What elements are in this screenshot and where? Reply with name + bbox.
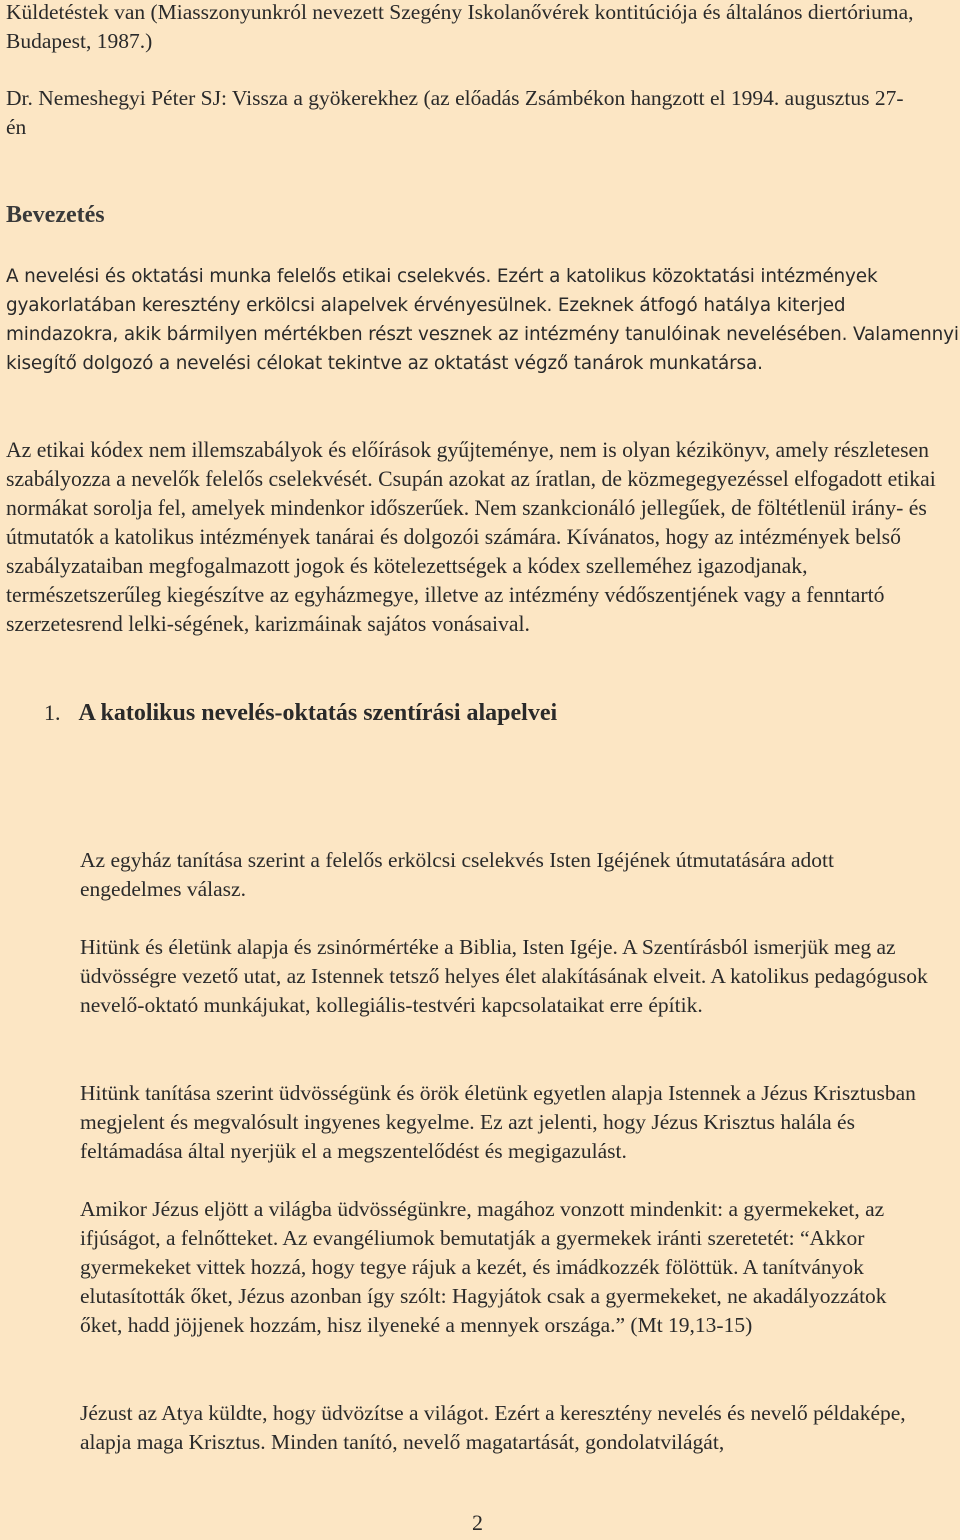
section-paragraph-2: Hitünk és életünk alapja és zsinórmértéke a Biblia, Isten Igéje. A Szentírásból ismerjük meg az üdvösségre vezető utat, az Istennek tetsző helyes élet alakításának elveit. A katolikus pedagógusok nevelő-oktató munkájukat, kollegiális-testvéri kapcsolataikat erre építik. (80, 935, 928, 1017)
intro-paragraph: A nevelési és oktatási munka felelős etikai cselekvés. Ezért a katolikus közoktatási intézmények gyakorlatában keresztény erkölcsi alapelvek érvényesülnek. Ezeknek átfogó hatálya kiterjed mindazokra, akik bármilyen mértékben részt vesznek az intézmény tanulóinak nevelésében. Valamennyi kisegítő dolgozó a nevelési célokat tekintve az oktatást végző tanárok munkatársa. (6, 266, 959, 374)
reference-1: Küldetéstek van (Miasszonyunkról nevezett Szegény Iskolanővérek kontitúciója és általános diertóriuma, Budapest, 1987.) (6, 0, 914, 53)
ethics-paragraph: Az etikai kódex nem illemszabályok és előírások gyűjteménye, nem is olyan kézikönyv, amely részletesen szabályozza a nevelők felelős cselekvését. Csupán azokat az íratlan, de közmegegyezéssel elfogadott etikai normákat sorolja fel, amelyek mindenkor időszerűek. Nem szankcionáló jellegűek, de föltétlenül irány- és útmutatók a katolikus intézmények tanárai és dolgozói számára. Kívánatos, hogy az intézmények belső szabályzataiban megfogalmazott jogok és kötelezettségek a kódex szelleméhez igazodjanak, természetszerűleg kiegészítve az egyházmegye, illetve az intézmény védőszentjének vagy a fenntartó szerzetesrend lelki-ségének, karizmáinak sajátos vonásaival. (6, 438, 936, 636)
section-paragraph-3: Hitünk tanítása szerint üdvösségünk és örök életünk egyetlen alapja Istennek a Jézus Krisztusban megjelent és megvalósult ingyenes kegyelme. Ez azt jelenti, hogy Jézus Krisztus halála és feltámadása által nyerjük el a megszentelődést és megigazulást. (80, 1081, 916, 1163)
section-title: A katolikus nevelés-oktatás szentírási alapelvei (78, 700, 558, 726)
section-paragraph-5: Jézust az Atya küldte, hogy üdvözítse a világot. Ezért a keresztény nevelés és nevelő példaképe, alapja maga Krisztus. Minden tanító, nevelő magatartását, gondolatvilágát, (80, 1401, 906, 1454)
page-number: 2 (472, 1510, 483, 1535)
reference-2: Dr. Nemeshegyi Péter SJ: Vissza a gyökerekhez (az előadás Zsámbékon hangzott el 1994. augusztus 27-én (6, 86, 904, 139)
intro-heading: Bevezetés (6, 202, 105, 228)
section-paragraph-4: Amikor Jézus eljött a világba üdvösségünkre, magához vonzott mindenkit: a gyermekeket, az ifjúságot, a felnőtteket. Az evangéliumok bemutatják a gyermekek iránti szeretetét: “Akkor gyermekeket vittek hozzá, hogy tegye rájuk a kezét, és imádkozzék fölöttük. A tanítványok elutasították őket, Jézus azonban így szólt: Hagyjátok csak a gyermekeket, ne akadályozzátok őket, hadd jöjjenek hozzám, hisz ilyeneké a mennyek országa.” (Mt 19,13-15) (80, 1197, 887, 1337)
section-number: 1. (44, 700, 61, 725)
section-1-heading (44, 700, 944, 727)
section-paragraph-1: Az egyház tanítása szerint a felelős erkölcsi cselekvés Isten Igéjének útmutatására adott engedelmes válasz. (80, 848, 834, 901)
